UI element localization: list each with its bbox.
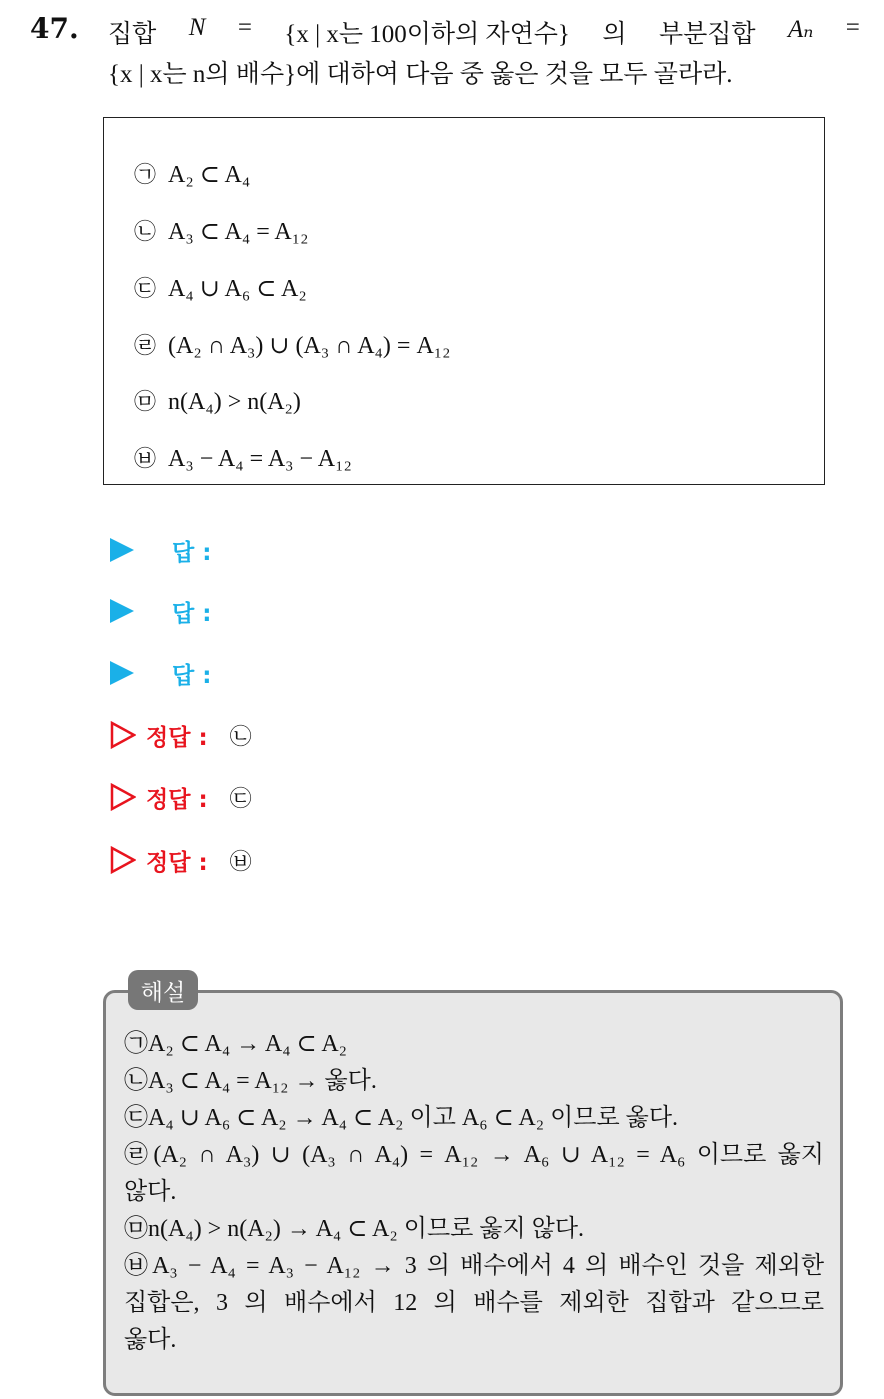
q-word: =	[237, 14, 252, 41]
choice-box	[103, 117, 825, 485]
explanation-line: ㉠A₂ ⊂ A₄ → A₄ ⊂ A₂	[124, 1031, 348, 1057]
choice-mark: ㉠	[134, 163, 157, 188]
correct-answer-label: 정답 :	[146, 849, 208, 876]
choice-mark: ㉣	[134, 334, 157, 359]
q-word: 집합	[108, 21, 157, 48]
explanation-line: ㉤n(A₄) > n(A₂) → A₄ ⊂ A₂ 이므로 옳지 않다.	[124, 1216, 585, 1242]
choice-item	[134, 329, 451, 360]
explanation-tag: 해설	[128, 970, 198, 1010]
q-word: Aₙ	[787, 16, 814, 43]
choice-item	[134, 215, 308, 246]
q-word: 부분집합	[658, 21, 756, 48]
choice-mark: ㉡	[134, 220, 157, 245]
question-number: 47.	[30, 12, 79, 45]
choice-item	[134, 272, 307, 303]
answer-row	[110, 591, 211, 631]
choice-item	[134, 158, 250, 189]
correct-answer-row	[110, 840, 252, 880]
choice-mark: ㉥	[134, 447, 157, 472]
choice-mark: ㉢	[134, 277, 157, 302]
question-line-1	[108, 14, 860, 50]
correct-answer-label: 정답 :	[146, 724, 208, 751]
choice-mark: ㉤	[134, 390, 157, 415]
choice-item	[134, 442, 352, 473]
q-word: 의	[602, 21, 627, 48]
correct-answer-row	[110, 777, 252, 817]
explanation-text	[124, 1026, 824, 1359]
correct-answer-row	[110, 715, 252, 755]
explanation-line: 옳다.	[124, 1327, 177, 1353]
answer-label: 답 :	[172, 600, 212, 627]
play-triangle-icon	[110, 661, 134, 685]
correct-answer-label: 정답 :	[146, 786, 208, 813]
answer-label: 답 :	[172, 662, 212, 689]
choice-expr: A₂ ⊂ A₄	[168, 162, 251, 188]
q-word: =	[845, 14, 860, 41]
correct-answer-value: ㉡	[229, 724, 252, 750]
explanation-line: ㉣(A₂ ∩ A₃) ∪ (A₃ ∩ A₄) = A₁₂ → A₆ ∪ A₁₂ = A₆ 이므로 옳지	[124, 1142, 824, 1168]
q-word: N	[188, 14, 206, 41]
choice-expr: A₃ − A₄ = A₃ − A₁₂	[168, 446, 352, 472]
correct-answer-value: ㉥	[229, 849, 252, 875]
explanation-line: 않다.	[124, 1179, 177, 1205]
outline-triangle-icon	[110, 721, 136, 749]
explanation-line: ㉥A₃ − A₄ = A₃ − A₁₂ → 3 의 배수에서 4 의 배수인 것을 제외한	[124, 1253, 824, 1279]
choice-expr: n(A₄) > n(A₂)	[168, 389, 301, 415]
outline-triangle-icon	[110, 783, 136, 811]
answer-row	[110, 653, 211, 693]
play-triangle-icon	[110, 538, 134, 562]
choice-item	[134, 385, 301, 416]
question-line-2: {x | x는 n의 배수}에 대하여 다음 중 옳은 것을 모두 골라라.	[108, 61, 733, 88]
choice-expr: A₄ ∪ A₆ ⊂ A₂	[168, 276, 307, 302]
explanation-line: ㉡A₃ ⊂ A₄ = A₁₂ → 옳다.	[124, 1068, 377, 1094]
correct-answer-value: ㉢	[229, 786, 252, 812]
outline-triangle-icon	[110, 846, 136, 874]
explanation-line: ㉢A₄ ∪ A₆ ⊂ A₂ → A₄ ⊂ A₂ 이고 A₆ ⊂ A₂ 이므로 옳다.	[124, 1105, 678, 1131]
explanation-line: 집합은, 3 의 배수에서 12 의 배수를 제외한 집합과 같으므로	[124, 1290, 824, 1316]
choice-expr: (A₂ ∩ A₃) ∪ (A₃ ∩ A₄) = A₁₂	[168, 333, 451, 359]
q-word: {x | x는 100이하의 자연수}	[284, 21, 570, 48]
answer-row	[110, 530, 211, 570]
answer-label: 답 :	[172, 539, 212, 566]
choice-expr: A₃ ⊂ A₄ = A₁₂	[168, 219, 309, 245]
play-triangle-icon	[110, 599, 134, 623]
